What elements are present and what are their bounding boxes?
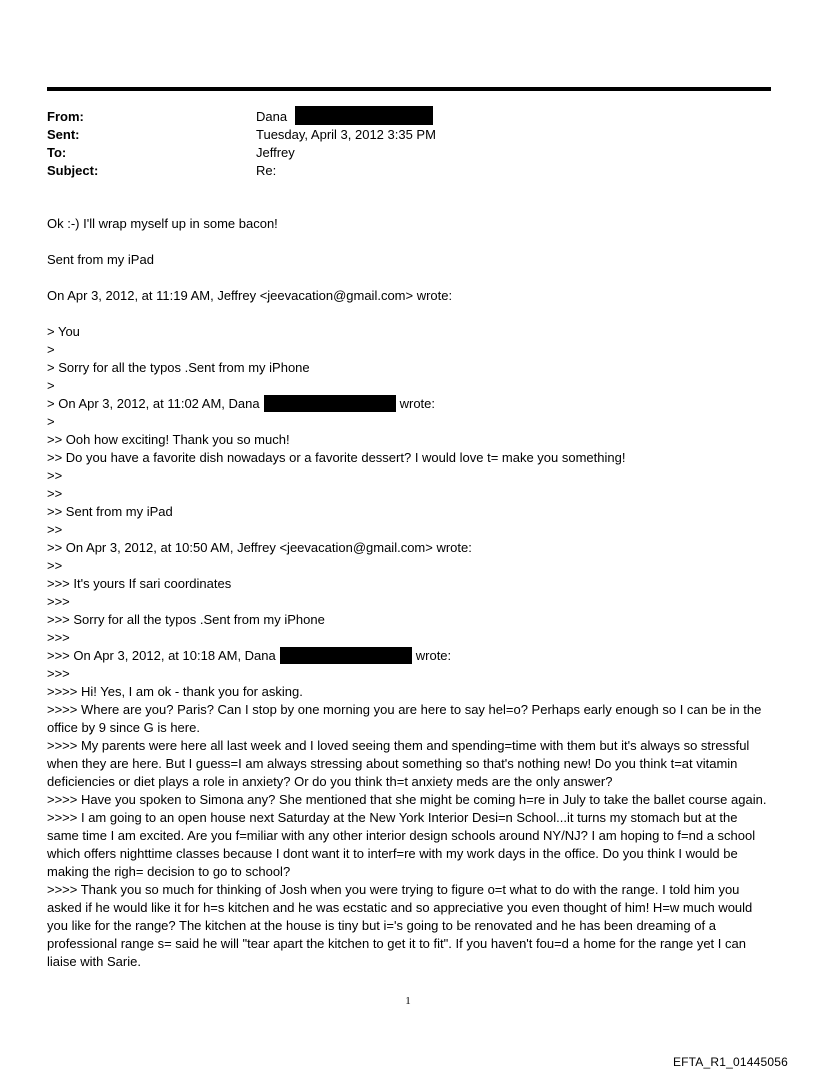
body-line: >> (47, 558, 63, 573)
body-line: > (47, 342, 55, 357)
body-line: > (47, 414, 55, 429)
to-value: Jeffrey (256, 145, 295, 160)
document-id: EFTA_R1_01445056 (672, 1055, 788, 1069)
to-row (47, 144, 436, 162)
subject-label: Subject: (47, 163, 99, 178)
body-line: >>> (47, 630, 70, 645)
sent-label: Sent: (47, 127, 80, 142)
from-row (47, 108, 436, 126)
body-line: >>> It's yours If sari coordinates (47, 576, 232, 591)
to-label: To: (47, 145, 67, 160)
email-body (47, 215, 771, 971)
quote-attribution: >> On Apr 3, 2012, at 10:50 AM, Jeffrey <jeevacation@gmail.com> wrote: (47, 540, 472, 555)
body-line: Ok :-) I'll wrap myself up in some bacon! (47, 216, 278, 231)
email-header (47, 108, 436, 180)
body-line: >>> Sorry for all the typos .Sent from my iPhone (47, 612, 325, 627)
body-line: Sent from my iPad (47, 252, 154, 267)
quote-attribution: >>> On Apr 3, 2012, at 10:18 AM, Dana wrote: (47, 648, 452, 663)
from-value: Dana (256, 109, 288, 124)
body-line: >> Do you have a favorite dish nowadays or a favorite dessert? I would love t= make you something! (47, 450, 626, 465)
body-paragraph: >>>> Have you spoken to Simona any? She mentioned that she might be coming h=re in July to take the ballet course again. (47, 792, 767, 807)
body-line: >> Sent from my iPad (47, 504, 173, 519)
page-number: 1 (405, 995, 411, 1007)
quote-attribution: On Apr 3, 2012, at 11:19 AM, Jeffrey <jeevacation@gmail.com> wrote: (47, 288, 453, 303)
body-line: >>>> Hi! Yes, I am ok - thank you for asking. (47, 684, 303, 699)
body-line: >> Ooh how exciting! Thank you so much! (47, 432, 290, 447)
body-line: >>> (47, 666, 70, 681)
subject-value: Re: (256, 163, 277, 178)
redaction-box (280, 647, 412, 664)
body-paragraph: >>>> Where are you? Paris? Can I stop by one morning you are here to say hel=o? Perhaps early enough so I can be in the office by 9 since G is here. (47, 702, 762, 735)
header-rule (47, 87, 771, 91)
body-line: >>> (47, 594, 70, 609)
body-line: >> (47, 486, 63, 501)
body-line: > You (47, 324, 80, 339)
subject-row (47, 162, 436, 180)
body-line: >> (47, 522, 63, 537)
sent-row (47, 126, 436, 144)
quote-attribution: > On Apr 3, 2012, at 11:02 AM, Dana wrote: (47, 396, 436, 411)
body-paragraph: >>>> Thank you so much for thinking of Josh when you were trying to figure o=t what to do with the range. I told him you asked if he would like it for h=s kitchen and he was ecstatic and so appreciative you even thought of him! H=w much would you like for the range? The kitchen at the house is tiny but i='s going to be renovated and he has been dreaming of a professional range s= said he will "tear apart the kitchen to get it to fit". If you haven't fou=d a home for the range yet I can liaise with Sarie. (47, 882, 753, 969)
body-paragraph: >>>> My parents were here all last week and I loved seeing them and spending=time with them but it's always so stressful when they are here. But I guess=I am always stressing about something so that's nothing new! Do you think t=at vitamin deficiencies or diet plays a role in anxiety? Or do you think th=t anxiety meds are the only answer? (47, 738, 750, 789)
sent-value: Tuesday, April 3, 2012 3:35 PM (256, 127, 436, 142)
body-line: > (47, 378, 55, 393)
body-line: >> (47, 468, 63, 483)
from-label: From: (47, 109, 84, 124)
redaction-box (295, 106, 433, 125)
redaction-box (264, 395, 396, 412)
body-paragraph: >>>> I am going to an open house next Saturday at the New York Interior Desi=n School...it turns my stomach but at the same time I am excited. Are you f=miliar with any other interior design schools around NY/NJ? I am hoping to f=nd a school which offers nighttime classes because I dont want it to interf=re with my work days in the office. Do you think I would be making the righ= decision to go to school? (47, 810, 756, 879)
body-line: > Sorry for all the typos .Sent from my iPhone (47, 360, 310, 375)
